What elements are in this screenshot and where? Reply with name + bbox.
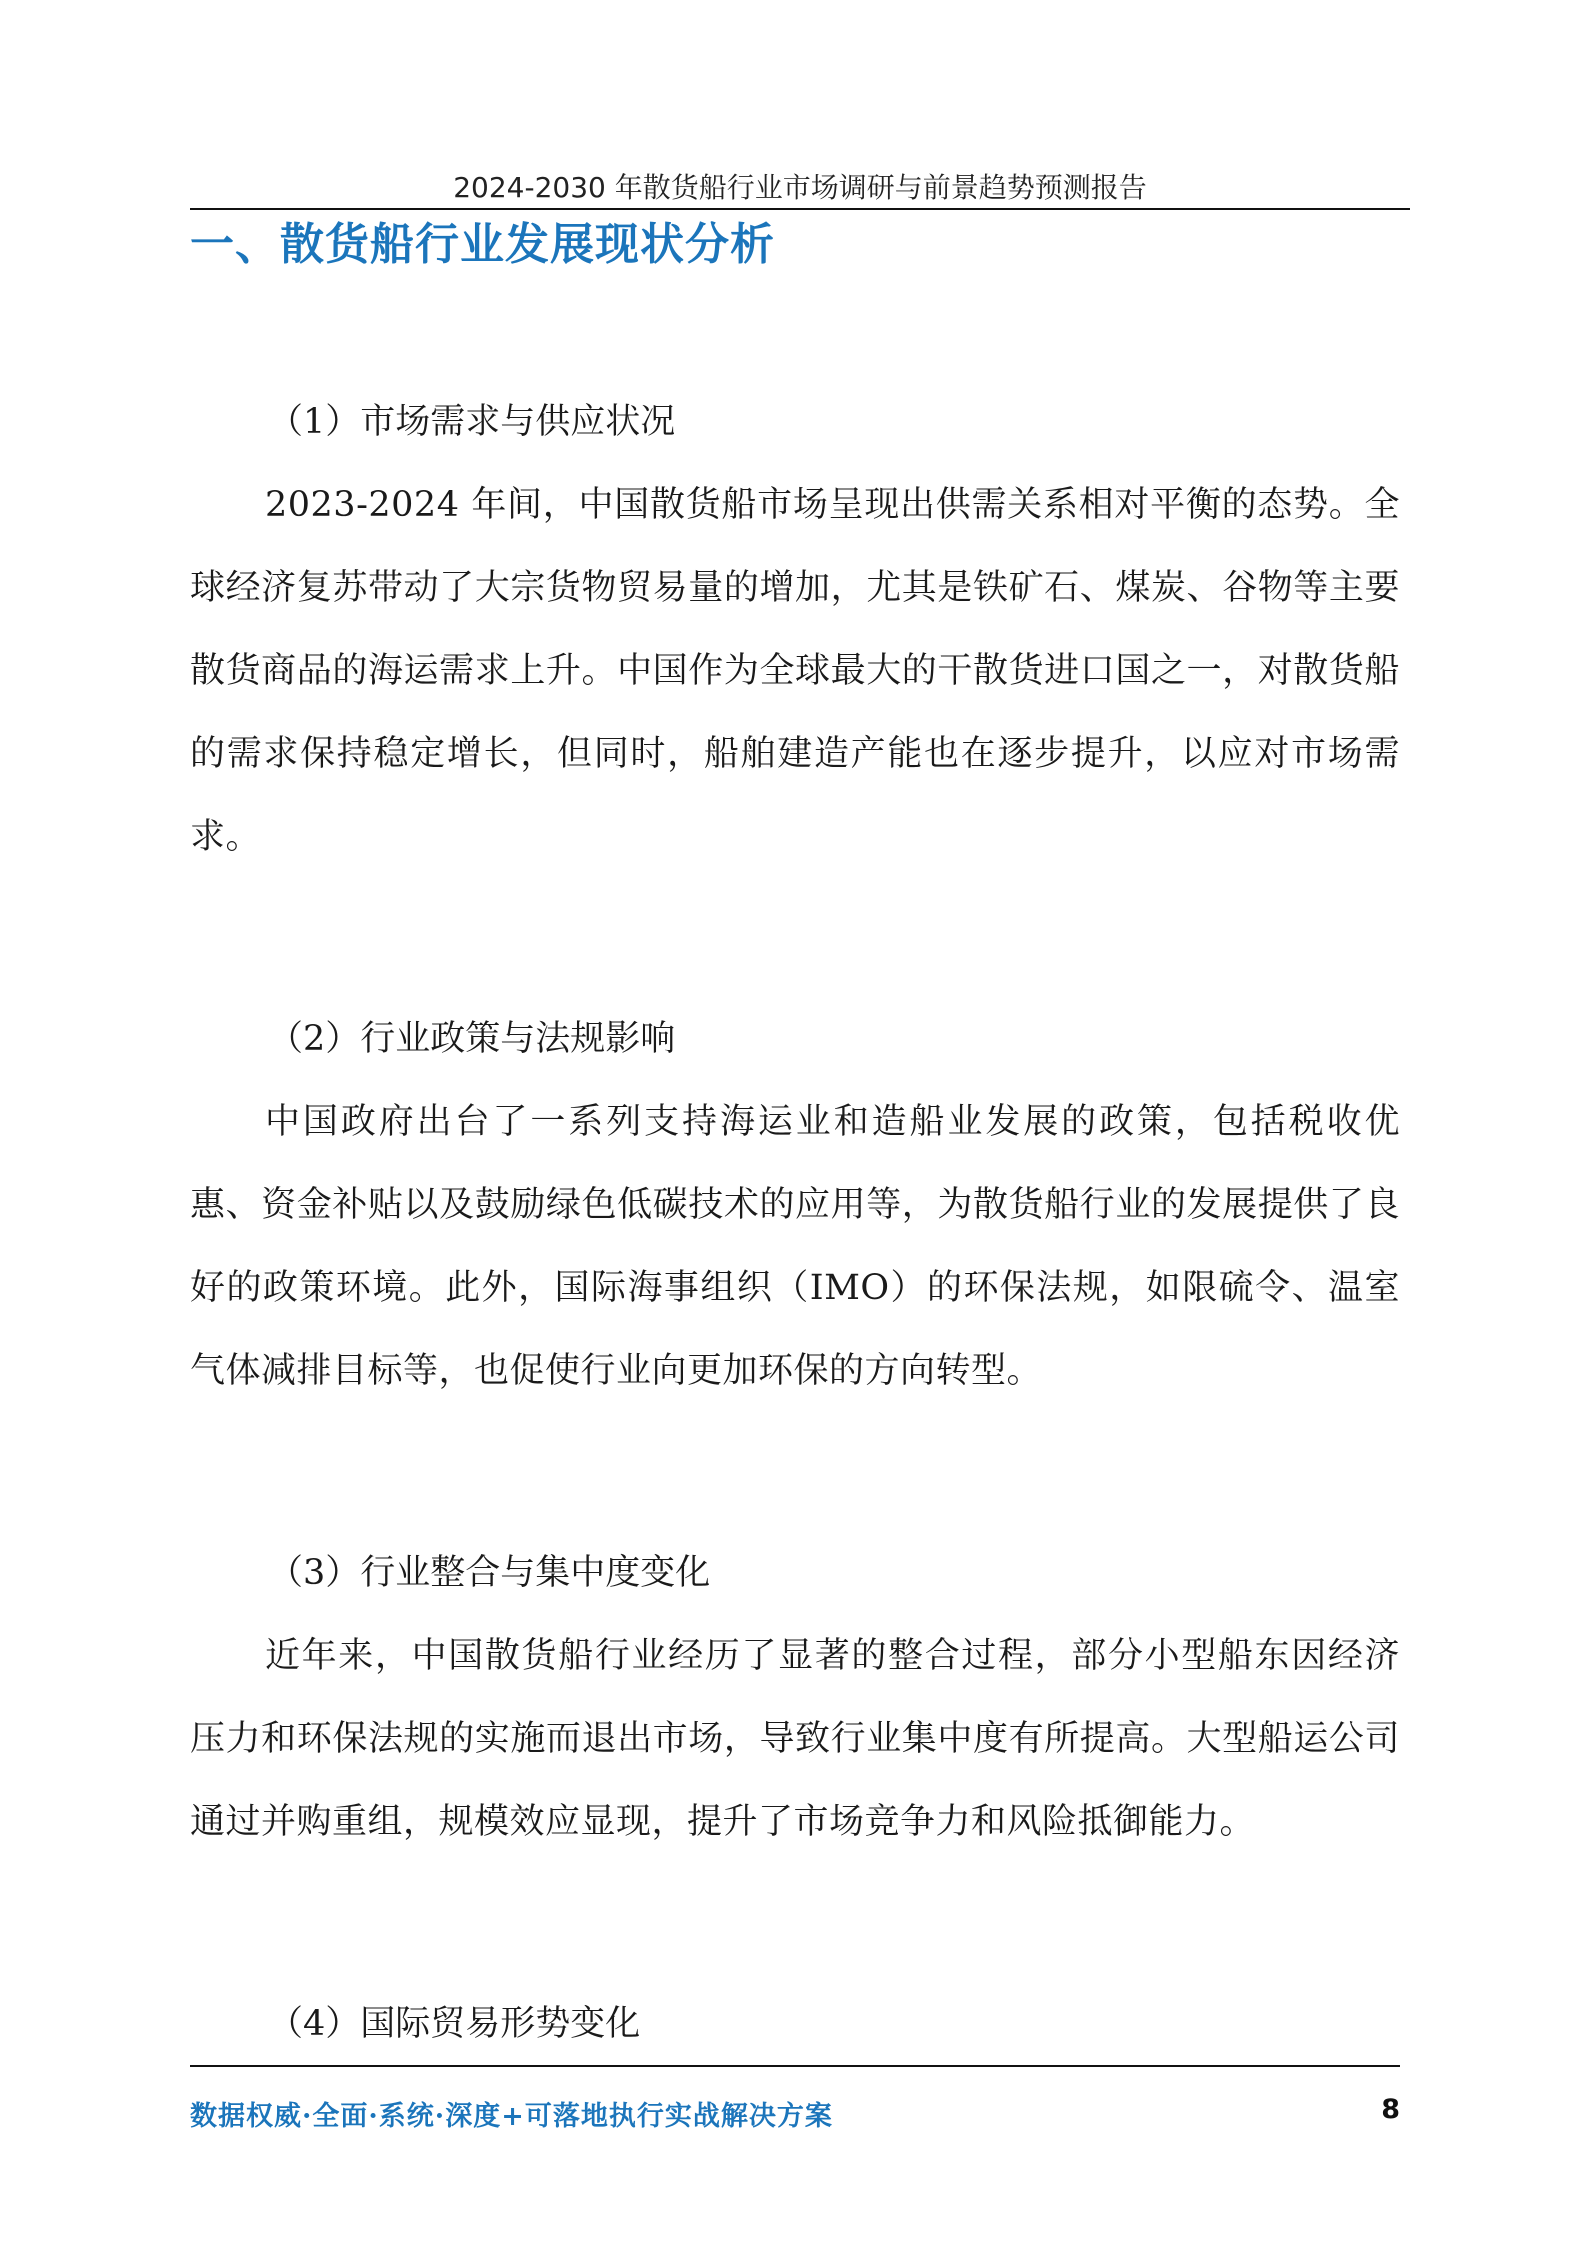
- page-number: 8: [1381, 2094, 1400, 2125]
- subsection-market-demand: [190, 380, 1400, 879]
- subsection-policy: [190, 997, 1400, 1413]
- subsection-heading: （3）行业整合与集中度变化: [268, 1553, 711, 1593]
- section-title: 一、散货船行业发展现状分析: [190, 219, 775, 270]
- subsection-heading: （2）行业政策与法规影响: [268, 1019, 676, 1059]
- subsection-consolidation: [190, 1531, 1400, 1864]
- page-header: [190, 150, 1410, 210]
- document-body: [190, 380, 1400, 2066]
- header-title: 2024-2030 年散货船行业市场调研与前景趋势预测报告: [453, 171, 1147, 204]
- subsection-heading: （4）国际贸易形势变化: [268, 2004, 641, 2044]
- subsection-heading: （1）市场需求与供应状况: [268, 402, 676, 442]
- footer-slogan: 数据权威·全面·系统·深度+可落地执行实战解决方案: [190, 2101, 833, 2132]
- paragraph: 2023-2024 年间，中国散货船市场呈现出供需关系相对平衡的态势。全球经济复苏带动了大宗货物贸易量的增加，尤其是铁矿石、煤炭、谷物等主要散货商品的海运需求上升。中国作为全球最大的干散货进口国之一，对散货船的需求保持稳定增长，但同时，船舶建造产能也在逐步提升，以应对市场需求。: [190, 485, 1400, 857]
- paragraph: 中国政府出台了一系列支持海运业和造船业发展的政策，包括税收优惠、资金补贴以及鼓励绿色低碳技术的应用等，为散货船行业的发展提供了良好的政策环境。此外，国际海事组织（IMO）的环保法规，如限硫令、温室气体减排目标等，也促使行业向更加环保的方向转型。: [190, 1102, 1400, 1391]
- footer-divider: [190, 2065, 1400, 2067]
- subsection-trade: [190, 1982, 1400, 2066]
- paragraph: 近年来，中国散货船行业经历了显著的整合过程，部分小型船东因经济压力和环保法规的实施而退出市场，导致行业集中度有所提高。大型船运公司通过并购重组，规模效应显现，提升了市场竞争力和风险抵御能力。: [190, 1636, 1400, 1842]
